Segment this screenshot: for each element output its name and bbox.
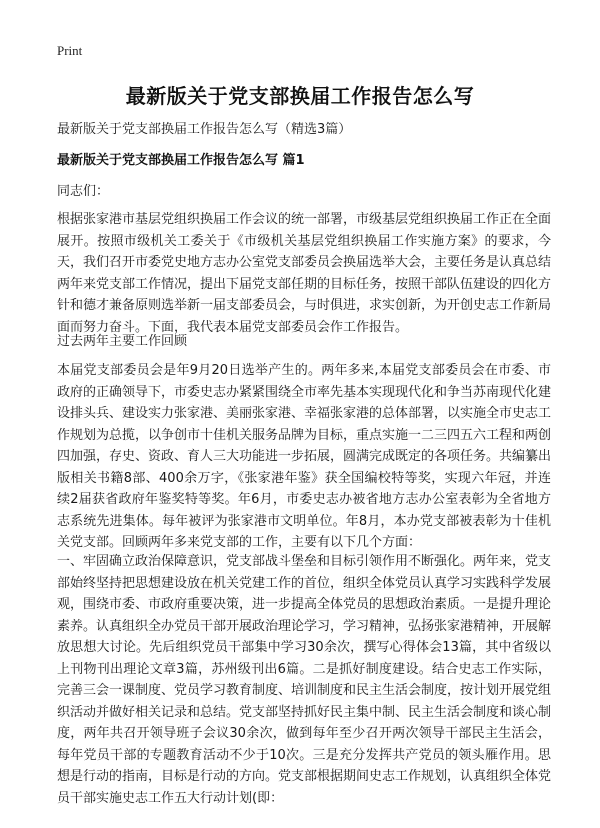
document-subtitle: 最新版关于党支部换届工作报告怎么写（精选3篇） bbox=[57, 122, 352, 137]
paragraph-intro: 根据张家港市基层党组织换届工作会议的统一部署，市级基层党组织换届工作正在全面展开。按照市级机关工委关于《市级机关基层党组织换届工作实施方案》的要求，今天，我们召开市委党史地方志办公室党支部委员会换届选举大会，主要任务是认真总结两年来党支部工作情况，提出下届党支部任期的目标任务，按照干部队伍建设的四化方针和德才兼备原则选举新一届支部委员会，与时俱进，求实创新，为开创史志工作新局面而努力奋斗。下面，我代表本届党支部委员会作工作报告。 bbox=[57, 212, 552, 335]
section-heading: 最新版关于党支部换届工作报告怎么写 篇1 bbox=[57, 153, 305, 168]
review-heading: 过去两年主要工作回顾 bbox=[57, 334, 188, 349]
paragraph-political: 一、牢固确立政治保障意识，党支部战斗堡垒和目标引领作用不断强化。两年来，党支部始终坚持把思想建设放在机关党建工作的首位，组织全体党员认真学习实践科学发展观，围绕市委、市政府重要决策，进一步提高全体党员的思想政治素质。一是提升理论素养。认真组织全办党员干部开展政治理论学习，学习精神，弘扬张家港精神，开展解放思想大讨论。先后组织党员干部集中学习30余次，撰写心得体会13篇，其中省级以上刊物刊出理论文章3篇，苏州级刊出6篇。二是抓好制度建设。结合史志工作实际，完善三会一课制度、党员学习教育制度、培训制度和民主生活会制度，按计划开展党组织活动并做好相关记录和总结。党支部坚持抓好民主集中制、民主生活会制度和谈心制度，两年共召开领导班子会议30余次，做到每年至少召开两次领导干部民主生活会，每年党员干部的专题教育活动不少于10次。三是充分发挥共产党员的领头雁作用。思想是行动的指南，目标是行动的方向。党支部根据期间史志工作规划，认真组织全体党员干部实施史志工作五大行动计划(即： bbox=[57, 554, 552, 806]
print-label: Print bbox=[57, 43, 83, 58]
paragraph-review: 本届党支部委员会是年9月20日选举产生的。两年多来,本届党支部委员会在市委、市政府的正确领导下，市委史志办紧紧围绕全市率先基本实现现代化和争当苏南现代化建设排头兵、建设实力张家港、美丽张家港、幸福张家港的总体部署，以实施全市史志工作规划为总揽，以争创市十佳机关服务品牌为目标，重点实施一二三四五六工程和两创四加强，存史、资政、育人三大功能进一步拓展，圆满完成既定的各项任务。共编纂出版相关书籍8部、400余万字，《张家港年鉴》获全国编校特等奖，实现六年冠，并连续2届获省政府年鉴奖特等奖。年6月，市委史志办被省地方志办公室表彰为全省地方志系统先进集体。每年被评为张家港市文明单位。年8月，本办党支部被表彰为十佳机关党支部。回顾两年多来党支部的工作，主要有以下几个方面： bbox=[57, 363, 552, 550]
greeting: 同志们： bbox=[57, 184, 110, 199]
document-title: 最新版关于党支部换届工作报告怎么写 bbox=[125, 84, 475, 108]
